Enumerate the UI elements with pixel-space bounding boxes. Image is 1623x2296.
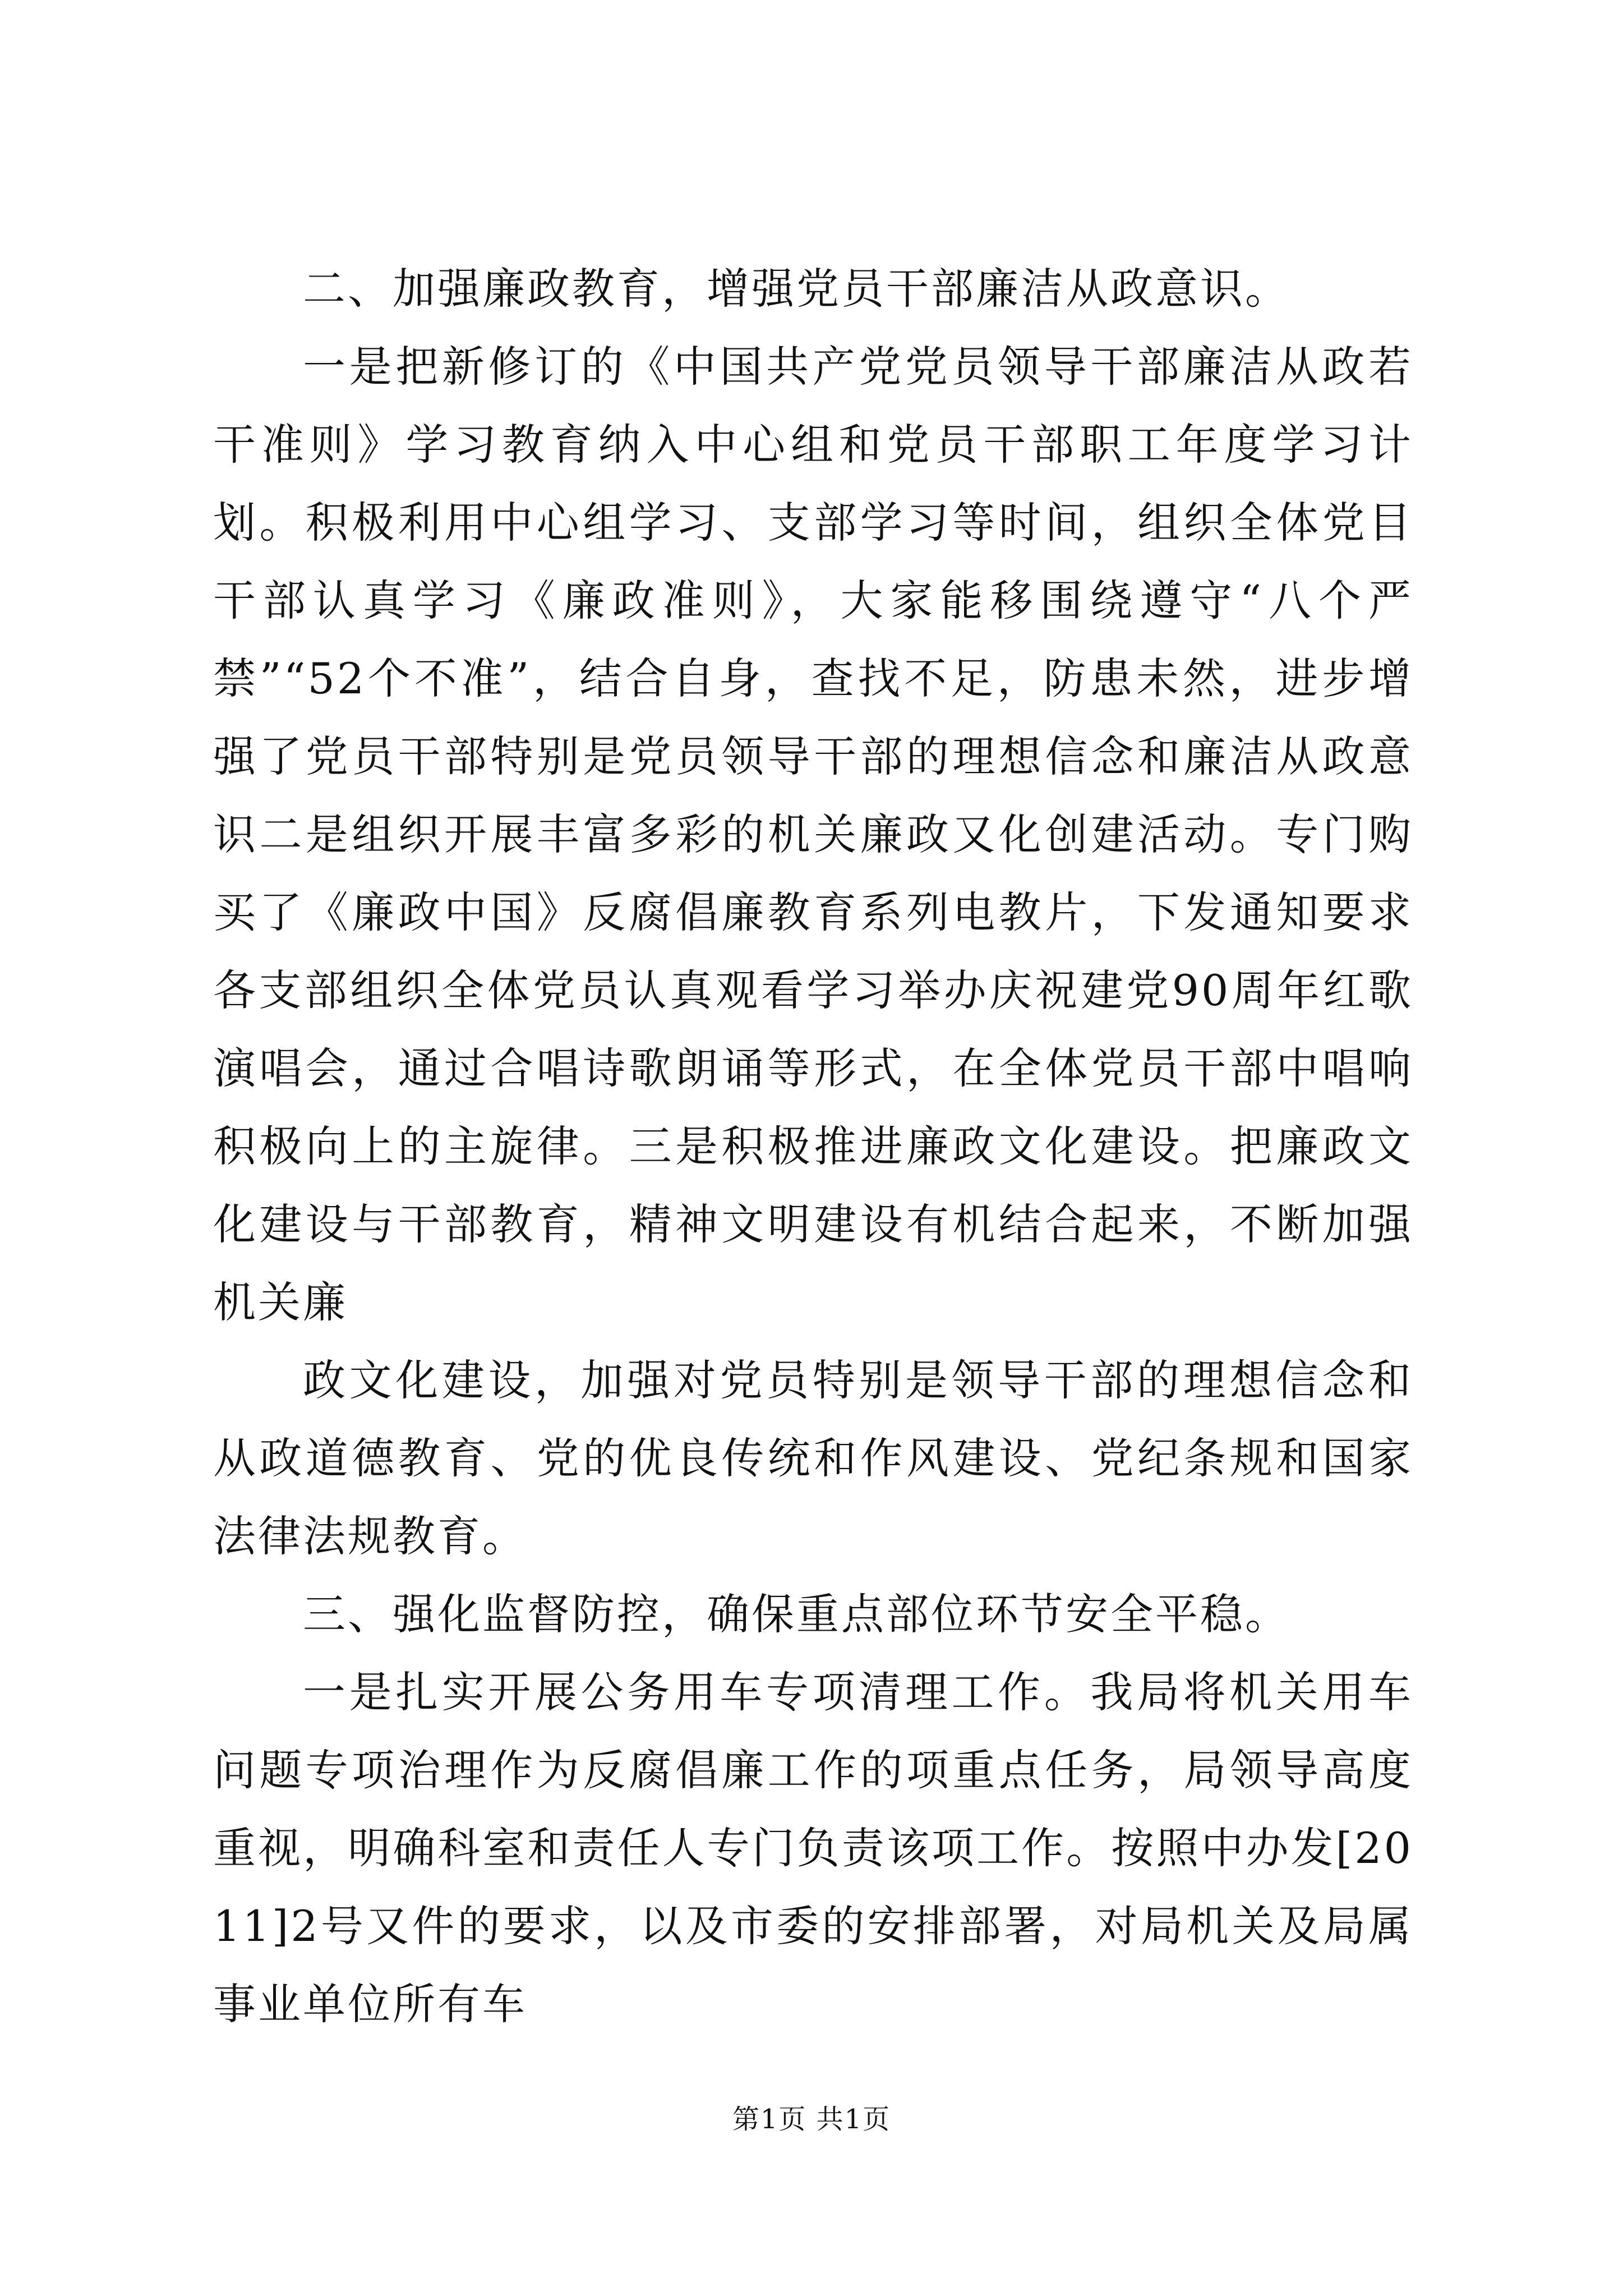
document-body	[213, 250, 1413, 2043]
page-number-footer: 第1页 共1页	[732, 2104, 891, 2135]
body-paragraph: 政文化建设，加强对党员特别是领导干部的理想信念和从政道德教育、党的优良传统和作风建设、党纪条规和国家法律法规教育。	[213, 1355, 1413, 1561]
body-paragraph: 一是把新修订的《中国共产党党员领导干部廉洁从政若干准则》学习教育纳入中心组和党员干部职工年度学习计划。积极利用中心组学习、支部学习等时间，组织全体党目干部认真学习《廉政准则》，大家能移围绕遵守“八个严禁”“52个不准”，结合自身，查找不足，防患未然，进步增强了党员干部特别是党员领导干部的理想信念和廉洁从政意识二是组织开展丰富多彩的机关廉政又化创建活动。专门购买了《廉政中国》反腐倡廉教育系列电教片，下发通知要求各支部组织全体党员认真观看学习举办庆祝建党90周年红歌演唱会，通过合唱诗歌朗诵等形式，在全体党员干部中唱响积极向上的主旋律。三是积极推进廉政文化建设。把廉政文化建设与干部教育，精神文明建设有机结合起来，不断加强机关廉	[213, 342, 1413, 1327]
section-heading-3: 三、强化监督防控，确保重点部位环节安全平稳。	[303, 1589, 1290, 1639]
body-paragraph: 一是扎实开展公务用车专项清理工作。我局将机关用车问题专项治理作为反腐倡廉工作的项重点任务，局领导高度重视，明确科室和责任人专门负责该项工作。按照中办发[2011]2号又件的要求，以及市委的安排部署，对局机关及局属事业单位所有车	[213, 1667, 1413, 2029]
section-heading-2: 二、加强廉政教育，增强党员干部廉洁从政意识。	[303, 264, 1290, 314]
